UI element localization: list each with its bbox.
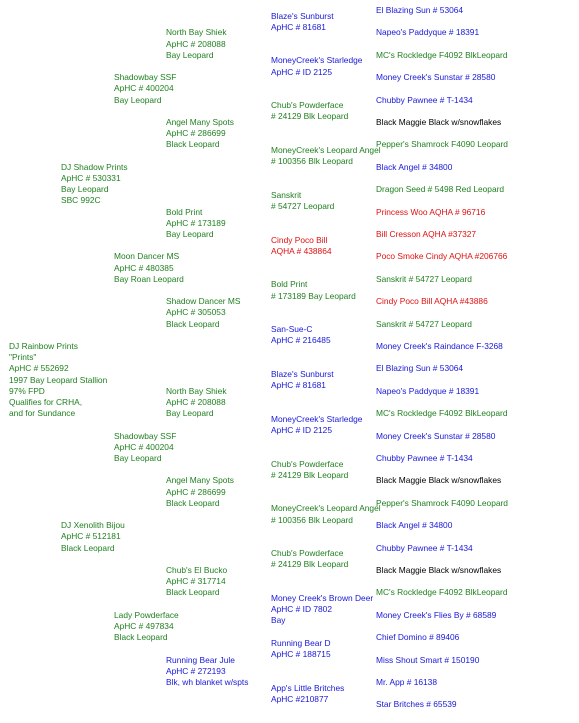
ancestor-gen5-text: MC's Rockledge F4092 BlkLeopard [376,587,508,598]
ancestor-gen4-line: AQHA # 438864 [271,245,332,256]
ancestor-gen5 [376,139,508,150]
ancestor-gen2-line: Bay Roan Leopard [114,273,184,284]
ancestor-gen4-line: ApHC #210877 [271,693,329,704]
ancestor-gen5-text: Chubby Pawnee # T-1434 [376,94,473,105]
ancestor-gen3-line: Running Bear Jule [166,654,235,665]
ancestor-gen4-line: # 24129 Blk Leopard [271,111,349,122]
ancestor-gen4-line: Cindy Poco Bill [271,234,328,245]
ancestor-gen4-line: ApHC # 81681 [271,380,326,391]
ancestor-gen4-line: Blaze's Sunburst [271,10,334,21]
ancestor-gen4-line: # 100356 Blk Leopard [271,156,353,167]
ancestor-gen3 [166,655,248,689]
ancestor-gen5-text: Chubby Pawnee # T-1434 [376,542,473,553]
ancestor-gen4-line: ApHC # 81681 [271,21,326,32]
ancestor-gen5-text: MC's Rockledge F4092 BlkLeopard [376,408,508,419]
ancestor-gen4 [271,503,381,525]
ancestor-gen5 [376,341,503,352]
ancestor-gen3-line: ApHC # 208088 [166,38,226,49]
ancestor-gen4-line: # 100356 Blk Leopard [271,514,353,525]
ancestor-gen5-text: El Blazing Sun # 53064 [376,363,464,374]
ancestor-gen5-text: MC's Rockledge F4092 BlkLeopard [376,49,508,60]
subject-horse-line: 1997 Bay Leopard Stallion [9,374,108,385]
ancestor-gen5-text: Chief Domino # 89406 [376,632,460,643]
ancestor-gen3-line: ApHC # 208088 [166,396,226,407]
ancestor-gen3-line: ApHC # 286699 [166,128,226,139]
ancestor-gen5 [376,408,507,419]
ancestor-gen5-text: Black Maggie Black w/snowflakes [376,564,502,575]
ancestor-gen5-text: Napeo's Paddyque # 18391 [376,27,480,38]
ancestor-gen5-text: El Blazing Sun # 53064 [376,4,464,15]
ancestor-gen4-line: ApHC # 188715 [271,648,331,659]
ancestor-gen4-line: Bay [271,615,286,626]
ancestor-gen4-line: Sanskrit [271,189,302,200]
ancestor-gen5-text: Black Maggie Black w/snowflakes [376,116,502,127]
ancestor-gen3-line: Bay Leopard [166,408,214,419]
ancestor-gen5-text: Pepper's Shamrock F4090 Leopard [376,497,508,508]
ancestor-gen5 [376,565,501,576]
ancestor-gen2-line: Lady Powderface [114,609,179,620]
sire-line: Bay Leopard [61,184,109,195]
ancestor-gen5-text: Black Maggie Black w/snowflakes [376,475,502,486]
ancestor-gen2 [114,251,184,285]
ancestor-gen5 [376,543,473,554]
subject-horse [9,341,107,419]
ancestor-gen3-line: Shadow Dancer MS [166,296,241,307]
ancestor-gen4-line: Chub's Powderface [271,548,344,559]
ancestor-gen3 [166,27,227,61]
ancestor-gen5-text: Chubby Pawnee # T-1434 [376,452,473,463]
ancestor-gen4 [271,324,331,346]
ancestor-gen4-line: # 24129 Blk Leopard [271,469,349,480]
ancestor-gen4-line: ApHC # ID 7802 [271,604,332,615]
ancestor-gen4 [271,11,334,33]
ancestor-gen5 [376,27,479,38]
ancestor-gen4 [271,100,348,122]
ancestor-gen5 [376,274,472,285]
ancestor-gen3-line: Bold Print [166,206,203,217]
ancestor-gen5-text: Poco Smoke Cindy AQHA #206766 [376,251,508,262]
ancestor-gen4-line: ApHC # 216485 [271,335,331,346]
ancestor-gen5 [376,229,476,240]
ancestor-gen4-line: # 24129 Blk Leopard [271,559,349,570]
ancestor-gen4-line: ApHC # ID 2125 [271,424,332,435]
ancestor-gen5-text: Miss Shout Smart # 150190 [376,654,480,665]
ancestor-gen4-line: Running Bear D [271,637,331,648]
ancestor-gen5-text: Money Creek's Sunstar # 28580 [376,72,496,83]
ancestor-gen5 [376,677,437,688]
ancestor-gen5 [376,475,501,486]
ancestor-gen4 [271,279,356,301]
ancestor-gen5 [376,184,504,195]
ancestor-gen2 [114,72,176,106]
ancestor-gen5-text: Dragon Seed # 5498 Red Leopard [376,184,505,195]
ancestor-gen4 [271,369,334,391]
ancestor-gen3-line: Chub's El Bucko [166,564,228,575]
ancestor-gen3 [166,296,240,330]
ancestor-gen3-line: Black Leopard [166,497,220,508]
ancestor-gen3-line: Bay Leopard [166,49,214,60]
ancestor-gen3 [166,386,227,420]
ancestor-gen5 [376,207,485,218]
ancestor-gen4-line: MoneyCreek's Starledge [271,413,363,424]
ancestor-gen2-line: ApHC # 480385 [114,262,174,273]
ancestor-gen4-line: # 54727 Leopard [271,200,335,211]
ancestor-gen4-line: Money Creek's Brown Deer [271,592,374,603]
ancestor-gen2 [114,610,179,644]
dam [61,520,125,554]
ancestor-gen2-line: Bay Leopard [114,94,162,105]
ancestor-gen5 [376,95,473,106]
ancestor-gen3-line: ApHC # 317714 [166,576,226,587]
ancestor-gen4-line: # 173189 Bay Leopard [271,290,356,301]
ancestor-gen4 [271,414,362,436]
ancestor-gen5-text: Sanskrit # 54727 Leopard [376,273,472,284]
ancestor-gen5-text: Pepper's Shamrock F4090 Leopard [376,139,508,150]
ancestor-gen4 [271,548,348,570]
ancestor-gen5-text: Cindy Poco Bill AQHA #43886 [376,296,488,307]
ancestor-gen5-text: Bill Cresson AQHA #37327 [376,228,477,239]
ancestor-gen5 [376,162,452,173]
ancestor-gen4-line: San-Sue-C [271,324,313,335]
ancestor-gen5 [376,610,496,621]
ancestor-gen5 [376,251,507,262]
ancestor-gen3 [166,565,227,599]
ancestor-gen5 [376,72,495,83]
ancestor-gen2-line: Moon Dancer MS [114,251,180,262]
ancestor-gen3-line: Bay Leopard [166,228,214,239]
ancestor-gen5-text: Black Angel # 34800 [376,520,453,531]
ancestor-gen3-line: ApHC # 286699 [166,486,226,497]
ancestor-gen4-line: Blaze's Sunburst [271,368,334,379]
subject-horse-line: Qualifies for CRHA, [9,396,83,407]
ancestor-gen5 [376,296,488,307]
ancestor-gen5-text: Mr. App # 16138 [376,676,437,687]
ancestor-gen4 [271,638,331,660]
ancestor-gen4 [271,593,373,627]
ancestor-gen2-line: ApHC # 400204 [114,441,174,452]
ancestor-gen5 [376,498,508,509]
ancestor-gen3 [166,207,226,241]
ancestor-gen3-line: North Bay Shiek [166,27,227,38]
ancestor-gen5 [376,699,457,710]
ancestor-gen3-line: ApHC # 305053 [166,307,226,318]
ancestor-gen3-line: ApHC # 173189 [166,217,226,228]
ancestor-gen4-line: MoneyCreek's Leopard Angel [271,503,381,514]
ancestor-gen5 [376,50,507,61]
ancestor-gen4-line: MoneyCreek's Leopard Angel [271,144,381,155]
ancestor-gen5-text: Princess Woo AQHA # 96716 [376,206,486,217]
ancestor-gen3 [166,117,234,151]
ancestor-gen5 [376,453,473,464]
ancestor-gen3-line: Angel Many Spots [166,116,234,127]
sire-line: ApHC # 530331 [61,172,121,183]
subject-horse-line: 97% FPD [9,385,45,396]
sire-line: SBC 992C [61,195,101,206]
subject-horse-line: ApHC # 552692 [9,363,69,374]
ancestor-gen5-text: Black Angel # 34800 [376,161,453,172]
ancestor-gen4 [271,145,381,167]
ancestor-gen5 [376,431,495,442]
ancestor-gen4 [271,190,334,212]
ancestor-gen4-line: Chub's Powderface [271,100,344,111]
ancestor-gen5-text: Star Britches # 65539 [376,699,457,710]
ancestor-gen4-line: App's Little Britches [271,682,345,693]
dam-line: Black Leopard [61,542,115,553]
ancestor-gen5 [376,386,479,397]
dam-line: ApHC # 512181 [61,531,121,542]
ancestor-gen3-line: Black Leopard [166,587,220,598]
ancestor-gen3 [166,475,234,509]
ancestor-gen5-text: Money Creek's Flies By # 68589 [376,609,497,620]
subject-horse-line: "Prints" [9,352,37,363]
ancestor-gen3-line: Angel Many Spots [166,475,234,486]
ancestor-gen5-text: Money Creek's Sunstar # 28580 [376,430,496,441]
ancestor-gen5 [376,363,463,374]
ancestor-gen4-line: Bold Print [271,279,308,290]
ancestor-gen5 [376,587,507,598]
subject-horse-line: DJ Rainbow Prints [9,340,78,351]
ancestor-gen2-line: ApHC # 400204 [114,83,174,94]
ancestor-gen3-line: Blk, wh blanket w/spts [166,676,249,687]
subject-horse-line: and for Sundance [9,408,76,419]
ancestor-gen4 [271,683,344,705]
ancestor-gen5-text: Sanskrit # 54727 Leopard [376,318,472,329]
ancestor-gen2 [114,431,176,465]
ancestor-gen5 [376,520,452,531]
ancestor-gen3-line: ApHC # 272193 [166,665,226,676]
ancestor-gen2-line: ApHC # 497834 [114,620,174,631]
ancestor-gen2-line: Black Leopard [114,632,168,643]
sire [61,162,128,207]
ancestor-gen5-text: Napeo's Paddyque # 18391 [376,385,480,396]
ancestor-gen3-line: Black Leopard [166,139,220,150]
ancestor-gen5-text: Money Creek's Raindance F-3268 [376,340,503,351]
ancestor-gen5 [376,117,501,128]
ancestor-gen4-line: ApHC # ID 2125 [271,66,332,77]
ancestor-gen2-line: Shadowbay SSF [114,72,177,83]
ancestor-gen4 [271,55,362,77]
dam-line: DJ Xenolith Bijou [61,520,125,531]
ancestor-gen4-line: Chub's Powderface [271,458,344,469]
ancestor-gen5 [376,319,472,330]
ancestor-gen4 [271,235,332,257]
sire-line: DJ Shadow Prints [61,161,128,172]
ancestor-gen4 [271,459,348,481]
ancestor-gen3-line: Black Leopard [166,318,220,329]
ancestor-gen5 [376,5,463,16]
ancestor-gen3-line: North Bay Shiek [166,385,227,396]
ancestor-gen5 [376,655,479,666]
ancestor-gen4-line: MoneyCreek's Starledge [271,55,363,66]
ancestor-gen2-line: Bay Leopard [114,452,162,463]
ancestor-gen2-line: Shadowbay SSF [114,430,177,441]
ancestor-gen5 [376,632,459,643]
